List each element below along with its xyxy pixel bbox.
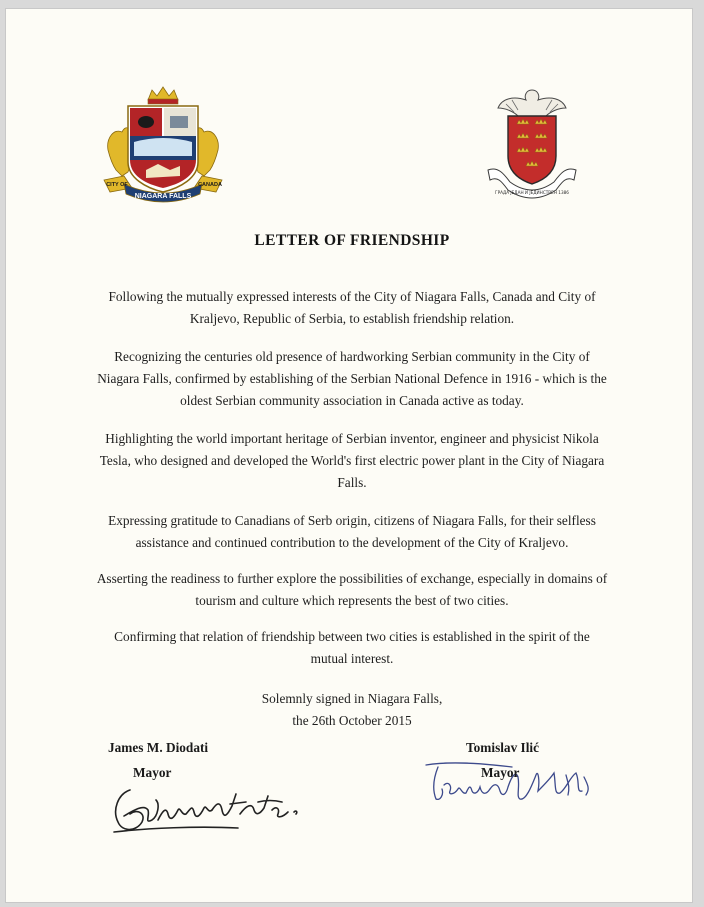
ribbon-right-text: CANADA (198, 182, 222, 188)
paragraph-5: Asserting the readiness to further explore the possibilities of exchange, especially in domains of tourism and culture which represents the best of two cities. (96, 571, 608, 608)
left-signatory-name: James M. Diodati (108, 740, 209, 755)
right-signatory-title: Mayor (481, 765, 520, 780)
signing-place: Solemnly signed in Niagara Falls, (261, 691, 443, 706)
paragraph-1: Following the mutually expressed interests of the City of Niagara Falls, Canada and City of Kraljevo, Republic of Serbia, to establish friendship relation. (108, 289, 596, 326)
paragraph-6: Confirming that relation of friendship between two cities is established in the spirit of the mutual interest. (114, 629, 590, 666)
right-signatory-name: Tomislav Ilić (466, 740, 540, 755)
paragraph-4: Expressing gratitude to Canadians of Serb origin, citizens of Niagara Falls, for their selfless assistance and continued contribution to the development of the City of Kraljevo. (108, 513, 596, 550)
paragraph-3: Highlighting the world important heritage of Serbian inventor, engineer and physicist Nikola Tesla, who designed and developed the World's first electric power plant in the City of Niagara Falls. (99, 431, 605, 490)
letter-title: LETTER OF FRIENDSHIP (254, 232, 450, 249)
right-handwritten-signature (420, 755, 595, 810)
left-signatory-title: Mayor (133, 765, 172, 780)
left-handwritten-signature (108, 780, 308, 840)
signing-date: the 26th October 2015 (292, 713, 412, 728)
kraljevo-coat-of-arms (484, 86, 580, 204)
paragraph-2: Recognizing the centuries old presence of hardworking Serbian community in the City of Niagara Falls, confirmed by establishing of the Serbian National Defence in 1916 - which is the oldest Serbian community association in Canada active as today. (97, 349, 607, 408)
ribbon-left-text: CITY OF (106, 182, 128, 188)
ribbon-motto-text: ГРАДА ЈЕДАН И ЈЕДИНСТВЕН 1386 (495, 190, 569, 195)
ribbon-center-text: NIAGARA FALLS (134, 193, 192, 200)
niagara-falls-coat-of-arms (102, 84, 224, 204)
